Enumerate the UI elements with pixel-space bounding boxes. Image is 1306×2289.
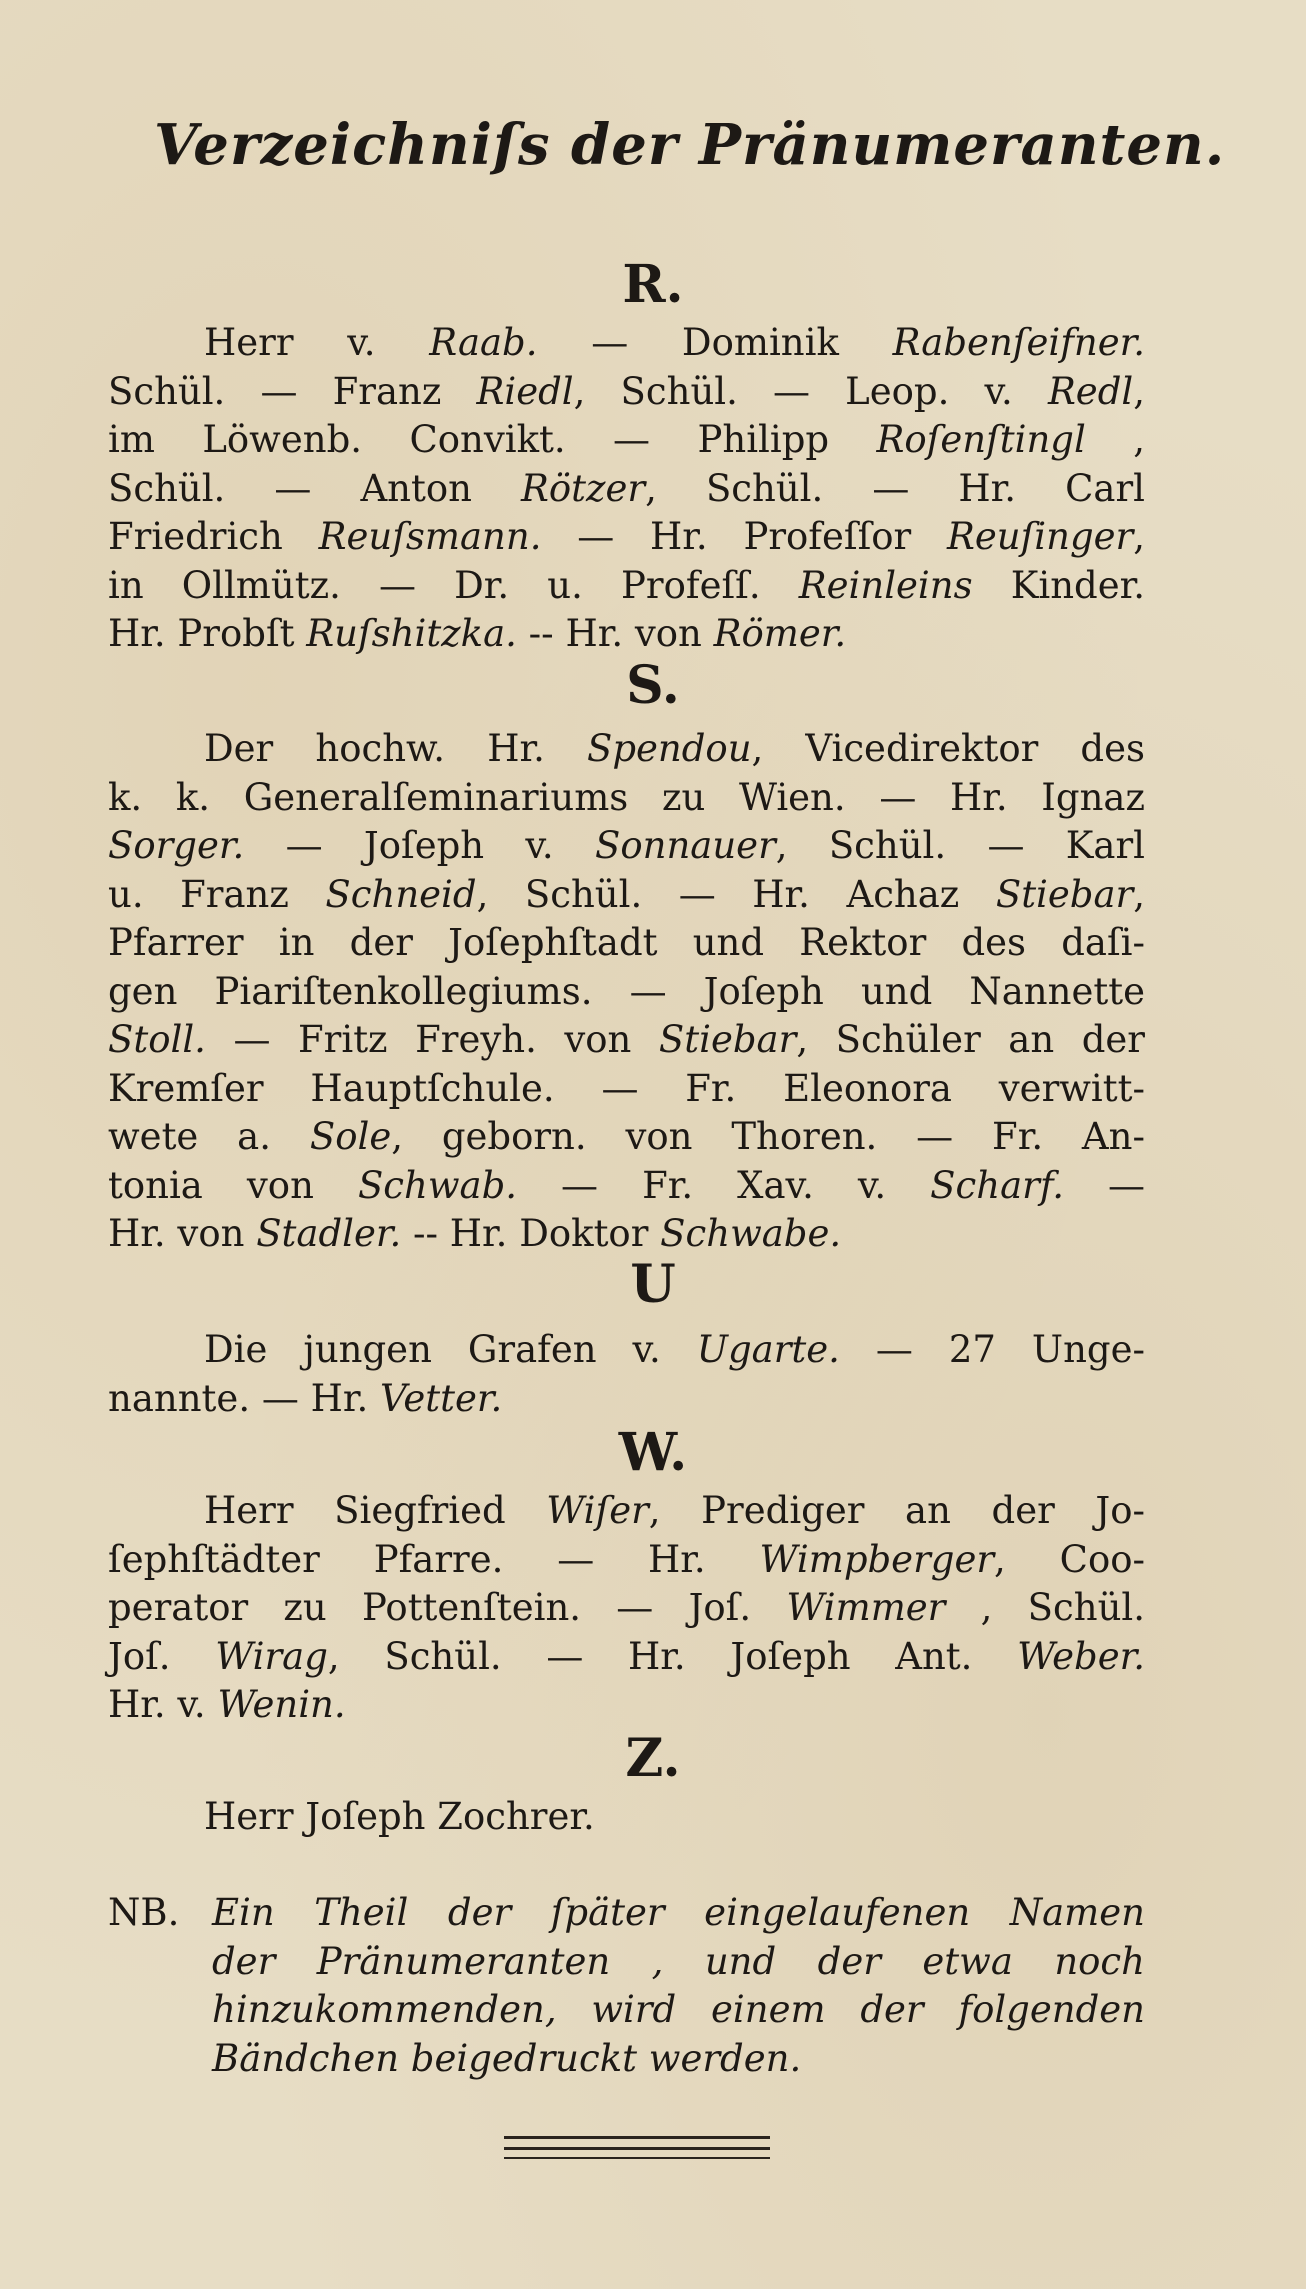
text-segment: Hr. von — [108, 1212, 257, 1255]
text-segment: Pfarrer in der Joſephſtadt und Rektor des daſi- — [108, 921, 1145, 964]
subscriber-name: Roſenſtingl — [876, 418, 1086, 461]
text-segment: , Schül. — Hr. Joſeph Ant. — [327, 1634, 1018, 1678]
text-segment: nannte. — Hr. — [108, 1376, 381, 1420]
text-segment: Der hochw. Hr. — [204, 727, 587, 770]
text-line — [108, 725, 1145, 774]
section-letter-heading: W. — [618, 1422, 688, 1483]
subscriber-name: Wimpberger — [759, 1537, 995, 1581]
subscriber-name: Bändchen beigedruckt werden. — [212, 2036, 802, 2080]
text-segment: — Joſeph v. — [244, 824, 595, 867]
text-segment: , Prediger an der Jo- — [648, 1489, 1145, 1532]
text-line — [108, 368, 1145, 417]
text-segment: ſephſtädter Pfarre. — Hr. — [108, 1537, 760, 1581]
subscriber-name: Schwab. — [357, 1163, 518, 1207]
text-segment: Hr. Probſt — [108, 612, 307, 655]
text-segment: perator zu Pottenſtein. — Joſ. — [108, 1586, 787, 1629]
subscriber-name: Vetter. — [380, 1376, 503, 1420]
text-segment: , Schüler an der — [796, 1018, 1145, 1061]
text-segment: , Schül. — Hr. Carl — [645, 466, 1145, 510]
subscriber-name: Raab. — [429, 321, 538, 364]
text-line — [108, 1487, 1145, 1536]
subscriber-name: Wirag — [215, 1634, 328, 1678]
text-line — [108, 465, 1145, 514]
subscriber-name: Riedl — [476, 369, 574, 413]
text-segment: -- Hr. Doktor — [401, 1212, 661, 1255]
text-line — [108, 610, 1145, 659]
subscriber-name: Rötzer — [521, 466, 646, 510]
text-segment: , — [1133, 515, 1145, 558]
subscriber-name: Ein Theil der ſpäter eingelaufenen Namen — [212, 1891, 1145, 1934]
text-line — [108, 319, 1145, 368]
text-segment: Herr Siegfried — [204, 1489, 547, 1532]
nota-bene-note — [108, 1889, 1145, 2083]
section-paragraph — [108, 1793, 1145, 1842]
subscriber-name: Stoll. — [108, 1018, 206, 1061]
text-segment: — 27 Unge- — [839, 1328, 1146, 1371]
closing-rule — [504, 2157, 770, 2159]
subscriber-name: Stiebar — [658, 1018, 797, 1061]
nota-bene-label: NB. — [108, 1891, 180, 1934]
text-line — [108, 1633, 1145, 1682]
text-line — [108, 513, 1145, 562]
subscriber-name: Wiſer — [546, 1489, 649, 1532]
text-segment: — Dominik — [537, 321, 893, 364]
text-segment: , — [1133, 369, 1145, 413]
closing-rule — [504, 2136, 770, 2139]
text-segment: , geborn. von Thoren. — Fr. An- — [391, 1115, 1145, 1158]
text-segment: Schül. — Anton — [108, 466, 522, 510]
text-line — [108, 1681, 1145, 1730]
section-paragraph — [108, 725, 1145, 1259]
text-line — [108, 871, 1145, 920]
text-line — [108, 1210, 1145, 1259]
text-segment: in Ollmütz. — Dr. u. Profeſſ. — [108, 563, 799, 607]
text-line — [108, 1793, 1145, 1842]
text-line — [108, 1938, 1145, 1987]
text-segment: Hr. v. — [108, 1683, 218, 1726]
text-line — [108, 774, 1145, 823]
subscriber-name: der Pränumeranten , und der etwa noch — [212, 1939, 1145, 1983]
text-line — [108, 1375, 1145, 1424]
text-segment: , Schül. — Hr. Achaz — [476, 872, 996, 916]
text-segment: , Schül. — Leop. v. — [573, 369, 1048, 413]
text-line — [108, 1986, 1145, 2035]
subscriber-name: Sorger. — [108, 824, 245, 867]
text-segment: -- Hr. von — [516, 612, 714, 655]
page-title: Verzeichniſs der Pränumeranten. — [154, 112, 1226, 178]
text-segment: im Löwenb. Convikt. — Philipp — [108, 418, 877, 461]
text-line — [108, 919, 1145, 968]
section-letter-heading: R. — [622, 254, 684, 315]
subscriber-name: Reuſsmann. — [318, 515, 542, 558]
text-line — [108, 2035, 1145, 2084]
text-segment: , Schül. — [945, 1586, 1145, 1629]
text-segment: — Hr. Profeſſor — [541, 515, 948, 558]
text-line — [108, 1584, 1145, 1633]
text-line — [108, 416, 1145, 465]
section-paragraph — [108, 1487, 1145, 1730]
text-segment: , Schül. — Karl — [775, 824, 1145, 867]
text-segment: , Coo- — [994, 1537, 1145, 1581]
text-segment: k. k. Generalſeminariums zu Wien. — Hr. Ignaz — [108, 775, 1145, 819]
subscriber-name: Weber. — [1017, 1634, 1145, 1678]
text-segment: gen Piariſtenkollegiums. — Joſeph und Nannette — [108, 969, 1145, 1013]
subscriber-name: Sonnauer — [595, 824, 776, 867]
text-segment: wete a. — [108, 1115, 310, 1158]
text-line — [108, 968, 1145, 1017]
subscriber-name: Ugarte. — [696, 1328, 840, 1371]
text-segment: Herr Joſeph Zochrer. — [204, 1795, 595, 1838]
subscriber-name: Rabenſeifner. — [892, 321, 1145, 364]
subscriber-name: Redl — [1047, 369, 1134, 413]
text-segment: , Vicedirektor des — [751, 727, 1145, 770]
section-letter-heading: U — [630, 1254, 676, 1315]
subscriber-name: Spendou — [586, 727, 752, 770]
text-line — [108, 1065, 1145, 1114]
text-segment: Die jungen Grafen v. — [204, 1328, 697, 1371]
text-segment: Herr v. — [204, 321, 430, 364]
text-segment: , — [1133, 872, 1145, 916]
subscriber-name: Ruſshitzka. — [306, 612, 517, 655]
text-segment: — — [1063, 1163, 1145, 1207]
section-letter-heading: S. — [626, 655, 680, 716]
text-segment: , — [1085, 418, 1145, 461]
text-line — [108, 1326, 1145, 1375]
text-line — [108, 1113, 1145, 1162]
subscriber-name: Wimmer — [786, 1586, 946, 1629]
text-line — [108, 1889, 1145, 1938]
text-line — [108, 1536, 1145, 1585]
text-line — [108, 1162, 1145, 1211]
subscriber-name: Schneid — [325, 872, 477, 916]
subscriber-name: Römer. — [713, 612, 847, 655]
subscriber-name: Stadler. — [256, 1212, 402, 1255]
section-paragraph — [108, 1326, 1145, 1423]
section-paragraph — [108, 319, 1145, 659]
section-letter-heading: Z. — [625, 1728, 681, 1789]
text-line — [108, 1016, 1145, 1065]
subscriber-name: Reinleins — [798, 563, 973, 607]
text-segment: Friedrich — [108, 515, 319, 558]
text-segment: Schül. — Franz — [108, 369, 477, 413]
subscriber-name: Sole — [309, 1115, 392, 1158]
text-segment: Kremſer Hauptſchule. — Fr. Eleonora verwitt- — [108, 1066, 1145, 1110]
text-segment: — Fr. Xav. v. — [517, 1163, 931, 1207]
text-segment: tonia von — [108, 1163, 358, 1207]
subscriber-name: Schwabe. — [660, 1212, 842, 1255]
text-segment: Kinder. — [972, 563, 1146, 607]
subscriber-name: Wenin. — [217, 1683, 346, 1726]
text-segment: u. Franz — [108, 872, 326, 916]
text-line — [108, 822, 1145, 871]
closing-rule — [504, 2147, 770, 2150]
subscriber-name: hinzukommenden, wird einem der folgenden — [212, 1988, 1145, 2031]
subscriber-name: Reuſinger — [947, 515, 1134, 558]
text-line — [108, 562, 1145, 611]
text-segment: — Fritz Freyh. von — [205, 1018, 659, 1061]
text-segment: Joſ. — [108, 1634, 216, 1678]
subscriber-name: Stiebar — [995, 872, 1134, 916]
subscriber-name: Scharf. — [930, 1163, 1064, 1207]
